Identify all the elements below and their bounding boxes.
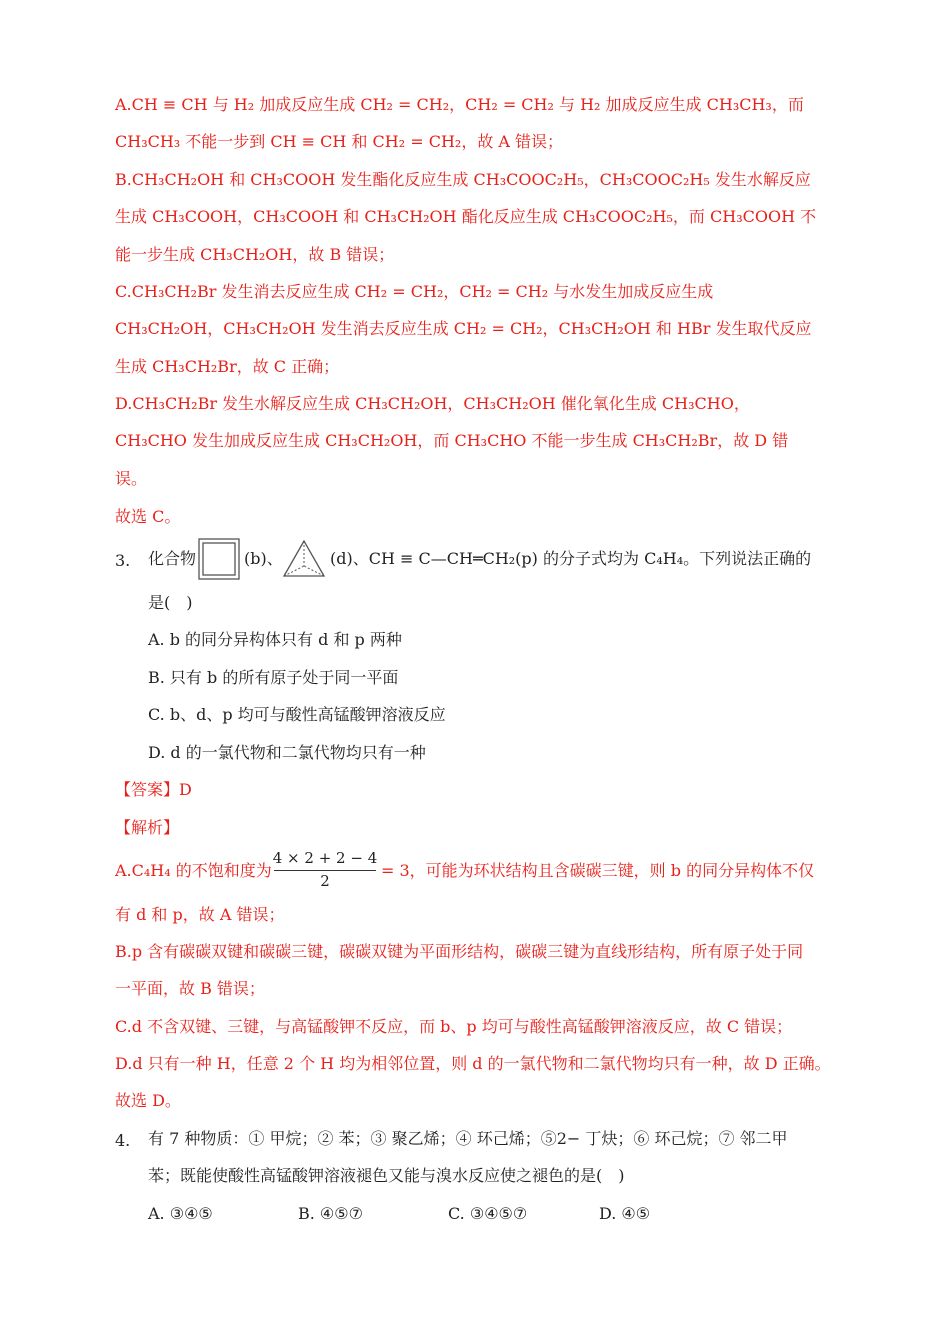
q3-stem-end: 是( ) (148, 593, 193, 612)
sol2-c-line1: C.CH₃CH₂Br 发生消去反应生成 CH₂ = CH₂，CH₂ = CH₂ 与水发生加成反应生成 (115, 282, 714, 301)
fraction-bar (274, 870, 376, 871)
q3-analysis-a-prefix: A.C₄H₄ 的不饱和度为 (115, 861, 272, 880)
tetrahedrane-structure-d (281, 538, 327, 580)
q3-option-a: A. b 的同分异构体只有 d 和 p 两种 (148, 630, 402, 649)
sol2-d-line1: D.CH₃CH₂Br 发生水解反应生成 CH₃CH₂OH，CH₃CH₂OH 催化氧化生成 CH₃CHO， (115, 394, 750, 413)
sol2-c-line2: CH₃CH₂OH，CH₃CH₂OH 发生消去反应生成 CH₂ = CH₂，CH₃CH₂OH 和 HBr 发生取代反应 (115, 319, 812, 338)
q3-analysis-d: D.d 只有一种 H，任意 2 个 H 均为相邻位置，则 d 的一氯代物和二氯代物均只有一种，故 D 正确。 (115, 1054, 831, 1073)
q3-analysis-b-line1: B.p 含有碳碳双键和碳碳三键，碳碳双键为平面形结构，碳碳三键为直线形结构，所有原子处于同 (115, 942, 804, 961)
q4-option-c: C. ③④⑤⑦ (448, 1204, 528, 1223)
sol2-d-line3: 误。 (115, 469, 148, 488)
q3-analysis-b-line2: 一平面，故 B 错误； (115, 979, 265, 998)
q3-answer: 【答案】D (115, 780, 192, 799)
q4-option-a: A. ③④⑤ (148, 1204, 213, 1223)
sol2-d-line2: CH₃CHO 发生加成反应生成 CH₃CH₂OH，而 CH₃CHO 不能一步生成 CH₃CH₂Br，故 D 错 (115, 431, 789, 450)
q3-option-d: D. d 的一氯代物和二氯代物均只有一种 (148, 743, 426, 762)
fraction-denominator: 2 (320, 872, 330, 890)
q3-analysis-a-line2: 有 d 和 p，故 A 错误； (115, 905, 285, 924)
q3-analysis-c: C.d 不含双键、三键，与高锰酸钾不反应，而 b、p 均可与酸性高锰酸钾溶液反应，故 C 错误； (115, 1017, 793, 1036)
q4-option-d: D. ④⑤ (599, 1204, 651, 1223)
q3-analysis-label: 【解析】 (115, 818, 180, 837)
sol2-conclusion: 故选 C。 (115, 507, 181, 526)
q4-stem-line1: 有 7 种物质：① 甲烷；② 苯；③ 聚乙烯；④ 环己烯；⑤2− 丁炔；⑥ 环己烷；⑦ 邻二甲 (148, 1129, 788, 1148)
sol2-a-line1: A.CH ≡ CH 与 H₂ 加成反应生成 CH₂ = CH₂，CH₂ = CH₂ 与 H₂ 加成反应生成 CH₃CH₃，而 (115, 95, 804, 114)
q3-label-b: (b)、 (244, 549, 283, 568)
q4-option-b: B. ④⑤⑦ (298, 1204, 363, 1223)
sol2-b-line3: 能一步生成 CH₃CH₂OH，故 B 错误； (115, 245, 395, 264)
q4-number: 4. (115, 1131, 131, 1150)
sol2-b-line1: B.CH₃CH₂OH 和 CH₃COOH 发生酯化反应生成 CH₃COOC₂H₅，CH₃COOC₂H₅ 发生水解反应 (115, 170, 811, 189)
cyclobutadiene-structure-b (196, 536, 242, 582)
sol2-b-line2: 生成 CH₃COOH，CH₃COOH 和 CH₃CH₂OH 酯化反应生成 CH₃COOC₂H₅，而 CH₃COOH 不 (115, 207, 817, 226)
sol2-c-line3: 生成 CH₃CH₂Br，故 C 正确； (115, 357, 340, 376)
q4-stem-line2: 苯；既能使酸性高锰酸钾溶液褪色又能与溴水反应使之褪色的是( ) (148, 1166, 625, 1185)
q3-label-d-and-stem: (d)、CH ≡ C—CH═CH₂(p) 的分子式均为 C₄H₄。下列说法正确的 (330, 549, 812, 568)
q3-analysis-a-suffix: = 3，可能为环状结构且含碳碳三键，则 b 的同分异构体不仅 (381, 861, 815, 880)
q3-stem-prefix: 化合物 (148, 549, 197, 568)
q3-option-c: C. b、d、p 均可与酸性高锰酸钾溶液反应 (148, 705, 446, 724)
q3-conclusion: 故选 D。 (115, 1091, 181, 1110)
sol2-a-line2: CH₃CH₃ 不能一步到 CH ≡ CH 和 CH₂ = CH₂，故 A 错误； (115, 132, 564, 151)
q3-number: 3. (115, 551, 131, 570)
fraction-numerator: 4 × 2 + 2 − 4 (272, 849, 378, 867)
q3-option-b: B. 只有 b 的所有原子处于同一平面 (148, 668, 399, 687)
